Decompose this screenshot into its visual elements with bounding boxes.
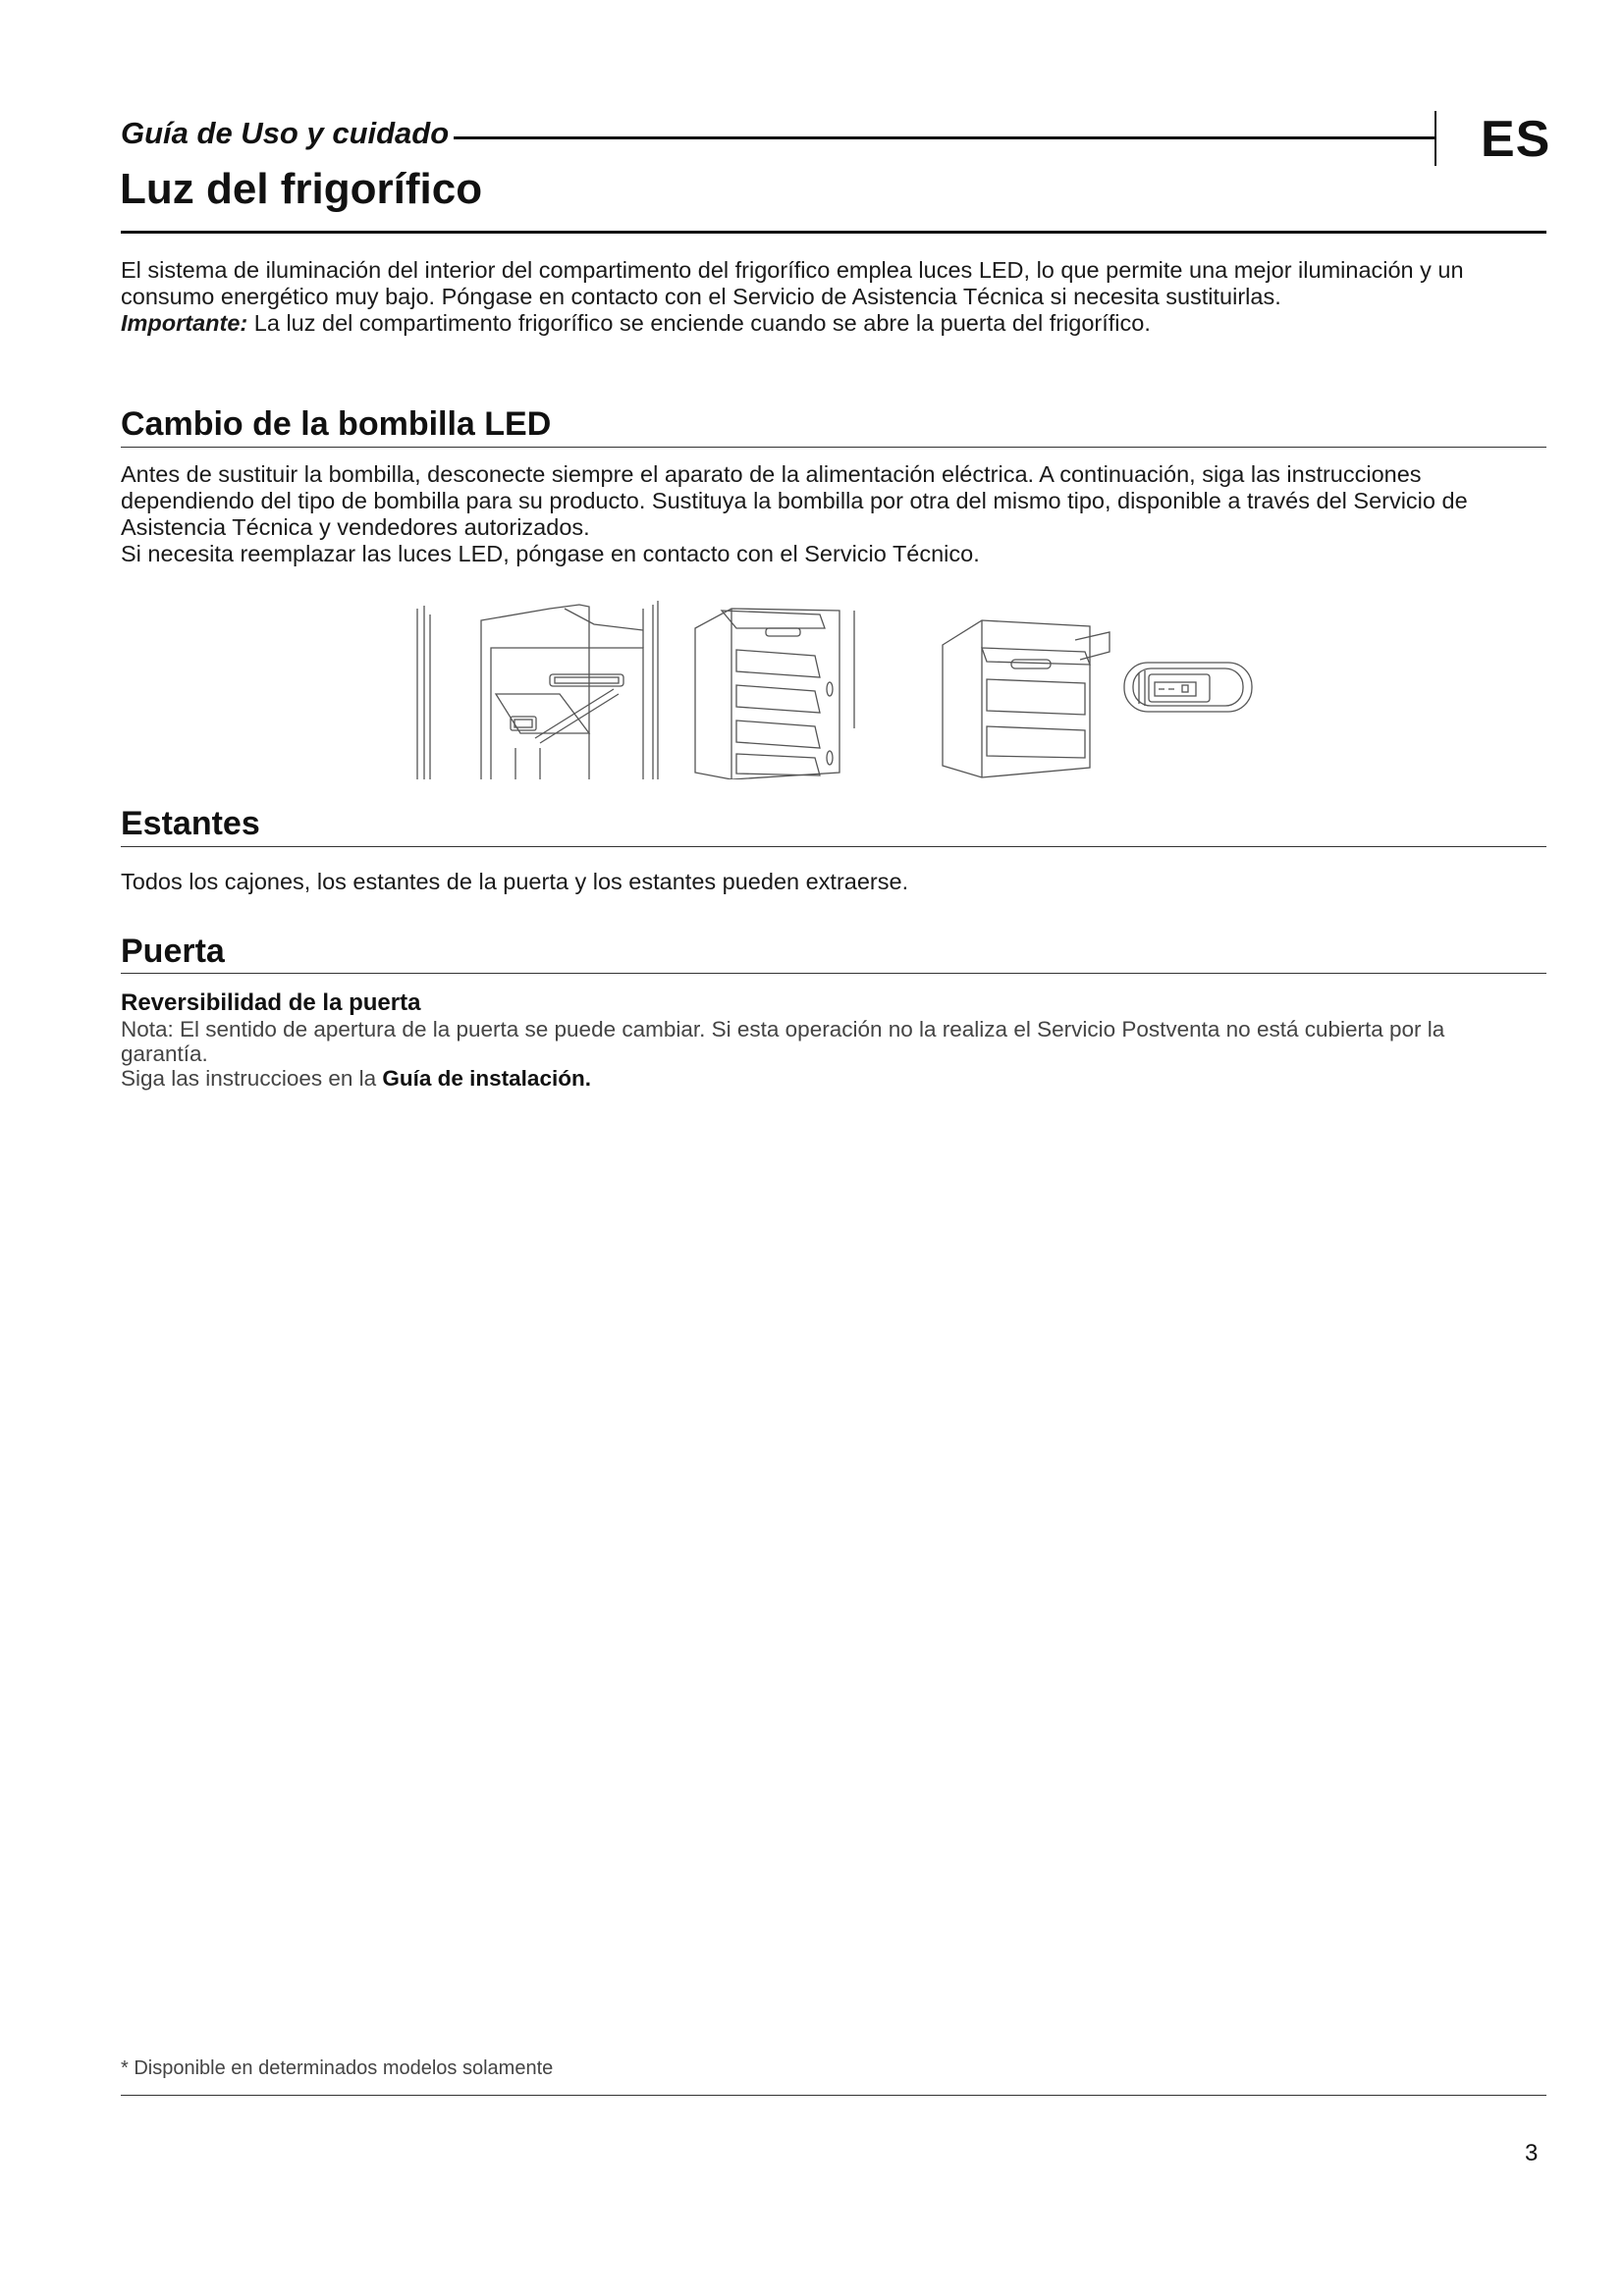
language-code: ES [1481,111,1551,168]
led-text: Antes de sustituir la bombilla, desconecte siempre el aparato de la alimentación eléctrica. A continuación, siga las instrucciones dependiendo del tipo de bombilla para su producto. Sustituya la bombilla por otra del mismo tipo, disponible a través del Servicio de Asistencia Técnica y vendedores autorizados. [121,461,1468,540]
header-rule [454,136,1435,139]
door-shelves-icon [695,609,854,779]
shelves-section-rule [121,846,1546,847]
shelves-text: Todos los cajones, los estantes de la puerta y los estantes pueden extraerse. [121,869,909,894]
led-paragraph [121,461,1535,567]
led-section-rule [121,447,1546,448]
intro-text: El sistema de iluminación del interior del compartimento del frigorífico emplea luces LED, lo que permite una mejor iluminación y un consumo energético muy bajo. Póngase en contacto con el Servicio de Asistencia Técnica si necesita sustituirlas. [121,257,1464,309]
led-module-icon [1124,663,1252,712]
door-reversibility-heading: Reversibilidad de la puerta [121,989,421,1016]
led-text-2: Si necesita reemplazar las luces LED, póngase en contacto con el Servicio Técnico. [121,541,980,566]
page-title: Luz del frigorífico [120,165,483,213]
door-note [121,1017,1535,1091]
led-cover-removal-icon [943,620,1110,777]
guide-title: Guía de Uso y cuidado [121,116,450,150]
door-instructions-prefix: Siga las instruccioes en la [121,1066,383,1091]
installation-guide-reference: Guía de instalación. [382,1066,591,1091]
intro-paragraph [121,257,1535,337]
title-rule [121,231,1546,234]
door-section-rule [121,973,1546,974]
shelves-section-heading: Estantes [121,805,260,842]
footer-rule [121,2095,1546,2096]
led-replacement-illustrations [412,601,1276,779]
page-number: 3 [1525,2140,1539,2166]
door-note-text: Nota: El sentido de apertura de la puerta se puede cambiar. Si esta operación no la realiza el Servicio Postventa no está cubierta por la garantía. [121,1017,1445,1066]
important-label: Importante: [121,310,248,336]
fridge-interior-led-icon [417,601,658,779]
header-rule-tick [1435,111,1436,166]
important-text: La luz del compartimento frigorífico se enciende cuando se abre la puerta del frigorífico. [247,310,1151,336]
led-section-heading: Cambio de la bombilla LED [121,405,552,443]
door-section-heading: Puerta [121,933,225,970]
footnote: * Disponible en determinados modelos solamente [121,2057,554,2079]
